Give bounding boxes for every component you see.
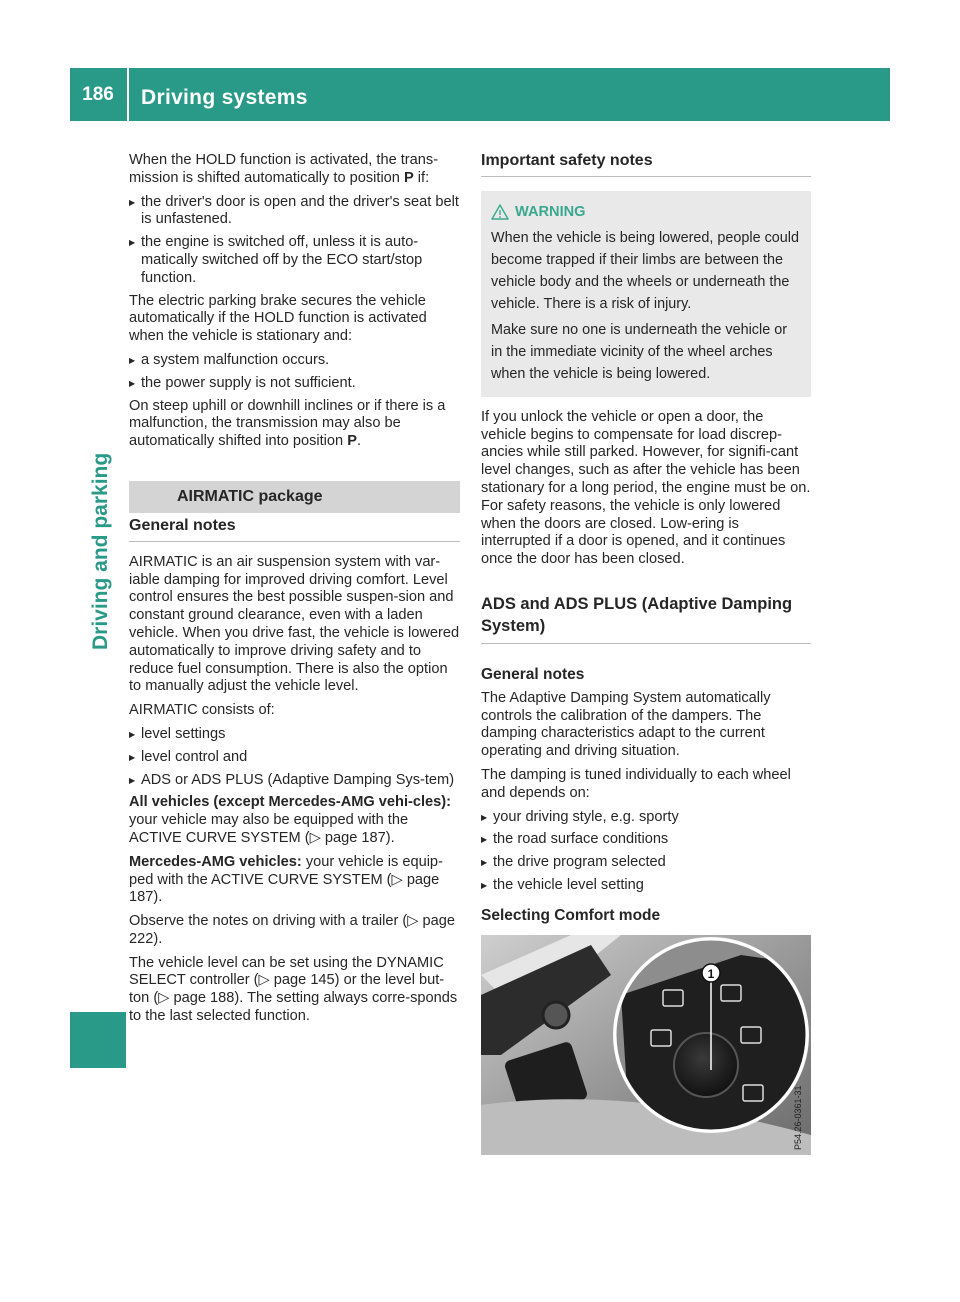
callout-number: 1 bbox=[707, 967, 715, 981]
ads-general-notes-heading: General notes bbox=[481, 665, 585, 683]
page-ref-icon: ▷ bbox=[309, 829, 321, 846]
list-item: ▶ level control and bbox=[129, 749, 460, 767]
page-ref-icon: ▷ bbox=[391, 871, 403, 888]
list-item: ▶ level settings bbox=[129, 726, 460, 744]
consists-label: AIRMATIC consists of: bbox=[129, 702, 275, 719]
list-item: ▶ the engine is switched off, unless it is auto-matically switched off by the ECO start/stop function. bbox=[129, 234, 460, 287]
warning-text: When the vehicle is being lowered, people could become trapped if their limbs are between the vehicle body and the wheels or underneath the vehicle. There is a risk of injury. bbox=[491, 229, 799, 312]
general-notes-heading: General notes bbox=[129, 517, 460, 542]
header-divider bbox=[127, 68, 129, 121]
dynamic-select-paragraph: The vehicle level can be set using the DYNAMIC SELECT controller (▷ page 145) or the level but-ton (▷ page 188). The setting always corre-sponds to the last selected function. bbox=[129, 954, 458, 1025]
depends-paragraph: The damping is tuned individually to each wheel and depends on: bbox=[481, 766, 791, 801]
airmatic-intro-paragraph: AIRMATIC is an air suspension system with var-iable damping for improved driving comfort. Level control ensures the best possible suspen-sion and constant ground clearance, even with a laden vehicle. When you drive fast, the vehicle is lowered automatically to improve driving safety and to reduce fuel consumption. There is also the option to manually adjust the vehicle level. bbox=[129, 553, 460, 695]
hold-intro-paragraph: When the HOLD function is activated, the trans-mission is shifted automatically to position P if: bbox=[129, 152, 439, 186]
parking-brake-paragraph: The electric parking brake secures the vehicle automatically if the HOLD function is activated when the vehicle is stationary and: bbox=[129, 292, 427, 345]
console-knob bbox=[543, 1002, 569, 1028]
unlock-paragraph: If you unlock the vehicle or open a door, the vehicle begins to compensate for load discrep-ancies while still parked. However, for signifi-cant level changes, such as after the vehicle has been stationary for a long period, the engine must be on. For safety reasons, the vehicle is only lowered when the doors are closed. Low-ering is interrupted if a door is opened, and it continues once the door has been closed. bbox=[481, 408, 811, 568]
amg-paragraph: Mercedes-AMG vehicles: your vehicle is equip-ped with the ACTIVE CURVE SYSTEM (▷ page 187). bbox=[129, 853, 443, 906]
ads-paragraph: The Adaptive Damping System automatically controls the calibration of the dampers. The damping characteristics adapt to the current operating and driving situation. bbox=[481, 689, 771, 760]
controller-photo bbox=[481, 935, 811, 1155]
ads-heading: ADS and ADS PLUS (Adaptive Damping System) bbox=[481, 593, 811, 644]
list-item: ▶ the vehicle level setting bbox=[481, 877, 811, 895]
incline-paragraph: On steep uphill or downhill inclines or if there is a malfunction, the transmission may also be automatically shifted into position P. bbox=[129, 397, 446, 450]
airmatic-heading: AIRMATIC package bbox=[129, 481, 460, 513]
comfort-mode-heading: Selecting Comfort mode bbox=[481, 906, 661, 924]
trailer-paragraph: Observe the notes on driving with a trailer (▷ page 222). bbox=[129, 913, 455, 947]
list-item: ▶ ADS or ADS PLUS (Adaptive Damping Sys-tem) bbox=[129, 772, 460, 790]
right-column bbox=[481, 152, 811, 931]
page-ref-link[interactable]: page 222). bbox=[129, 913, 455, 947]
list-item: ▶ your driving style, e.g. sporty bbox=[481, 809, 811, 827]
list-item: ▶ the road surface conditions bbox=[481, 831, 811, 849]
list-item: ▶ the drive program selected bbox=[481, 854, 811, 872]
page-ref-link[interactable]: page 187). bbox=[129, 871, 440, 906]
page-ref-link[interactable]: page 187). bbox=[324, 829, 395, 846]
warning-text: Make sure no one is underneath the vehicle or in the immediate vicinity of the wheel arches when the vehicle is being lowered. bbox=[491, 321, 787, 382]
side-tab-marker bbox=[70, 1012, 126, 1068]
safety-notes-heading: Important safety notes bbox=[481, 152, 811, 177]
section-title: Driving systems bbox=[141, 86, 308, 109]
left-column bbox=[129, 152, 460, 1032]
page-ref-icon: ▷ bbox=[407, 913, 419, 930]
page-ref-icon: ▷ bbox=[258, 972, 270, 989]
list-item: ▶ the power supply is not sufficient. bbox=[129, 375, 460, 393]
warning-box bbox=[481, 191, 811, 397]
page-number: 186 bbox=[82, 84, 114, 105]
list-item: ▶ the driver's door is open and the driver's seat belt is unfastened. bbox=[129, 194, 460, 230]
page-ref-icon: ▷ bbox=[158, 990, 170, 1007]
warning-label: WARNING bbox=[515, 203, 586, 220]
hold-conditions-list bbox=[129, 194, 460, 288]
photo-code: P54.26-0361-31 bbox=[793, 1085, 803, 1150]
airmatic-components-list bbox=[129, 726, 460, 789]
side-tab-label: Driving and parking bbox=[89, 452, 112, 650]
damping-factors-list bbox=[481, 809, 811, 895]
zoom-rotary-knob bbox=[674, 1033, 738, 1097]
page-ref-link[interactable]: page 145) or the level but-ton ( bbox=[129, 972, 445, 1007]
all-vehicles-paragraph: All vehicles (except Mercedes-AMG vehi-cles): your vehicle may also be equipped with the ACTIVE CURVE SYSTEM (▷ page 187). bbox=[129, 794, 451, 846]
parking-brake-list bbox=[129, 352, 460, 393]
page-ref-link[interactable]: page 188). The setting always corre-sponds to the last selected function. bbox=[129, 990, 458, 1025]
warning-title bbox=[491, 201, 801, 223]
warning-icon bbox=[491, 204, 509, 220]
list-item: ▶ a system malfunction occurs. bbox=[129, 352, 460, 370]
